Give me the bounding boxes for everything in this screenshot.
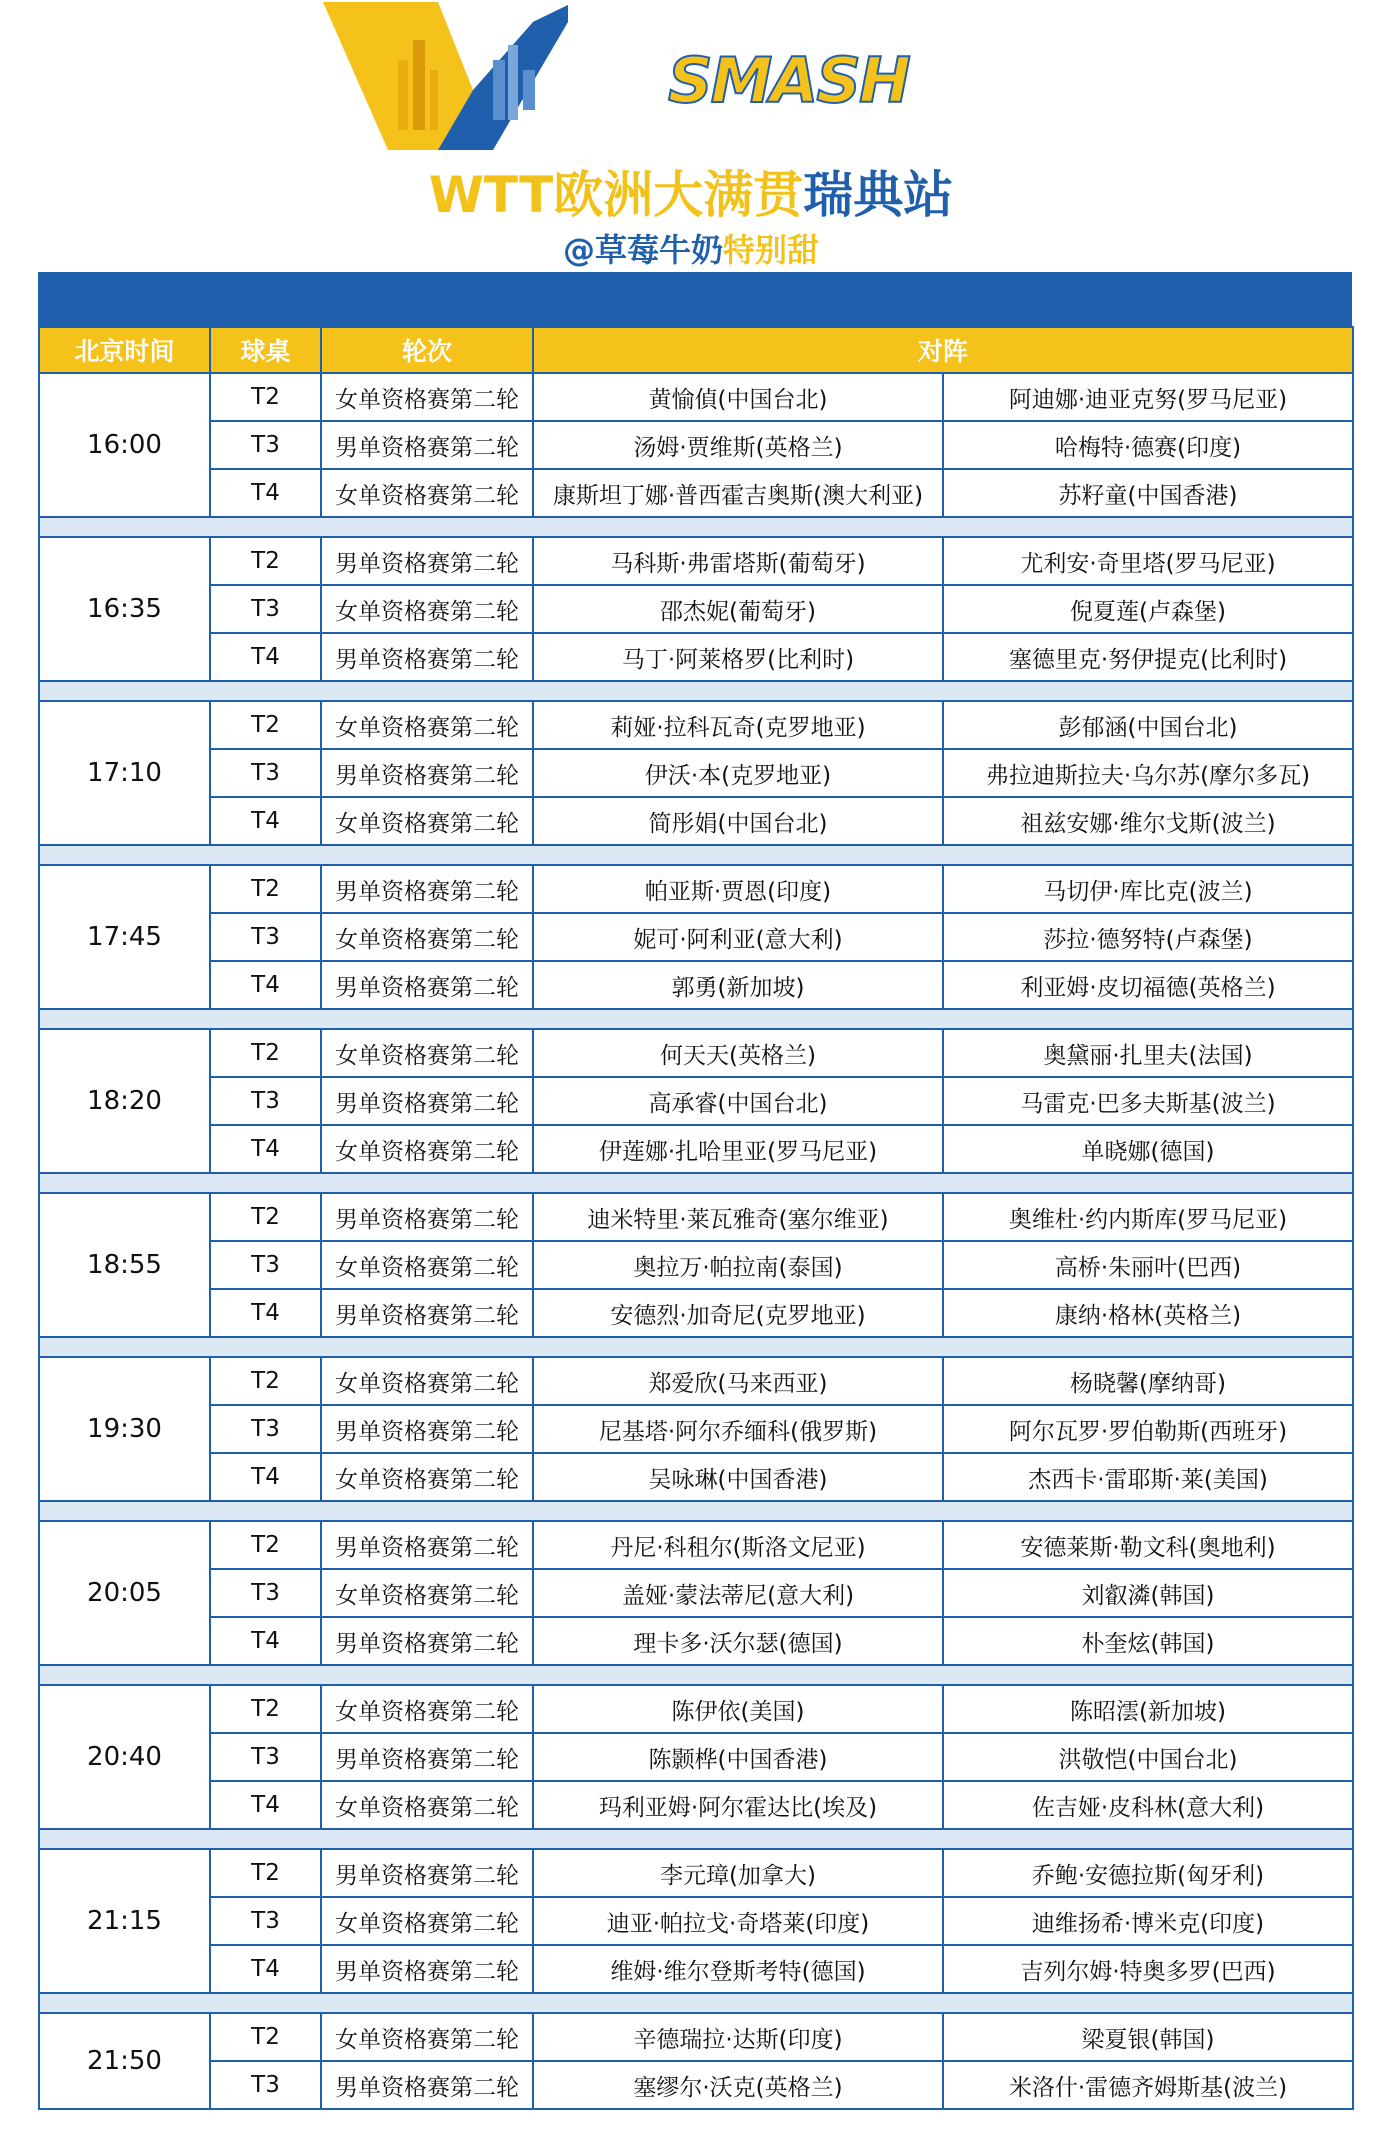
table-row	[39, 373, 1353, 421]
separator-cell	[39, 517, 1353, 537]
player2-cell: 马雷克·巴多夫斯基(波兰)	[943, 1077, 1353, 1125]
player1-cell: 奥拉万·帕拉南(泰国)	[533, 1241, 943, 1289]
player2-cell: 杰西卡·雷耶斯·莱(美国)	[943, 1453, 1353, 1501]
col-header-round: 轮次	[321, 327, 533, 373]
separator-cell	[39, 1829, 1353, 1849]
group-separator	[39, 681, 1353, 701]
player2-cell: 杨晓馨(摩纳哥)	[943, 1357, 1353, 1405]
group-separator	[39, 845, 1353, 865]
table-row	[39, 2013, 1353, 2061]
round-cell: 女单资格赛第二轮	[321, 1897, 533, 1945]
player2-cell: 安德莱斯·勒文科(奥地利)	[943, 1521, 1353, 1569]
player2-cell: 弗拉迪斯拉夫·乌尔苏(摩尔多瓦)	[943, 749, 1353, 797]
table-row	[39, 1453, 1353, 1501]
player1-cell: 李元璋(加拿大)	[533, 1849, 943, 1897]
player2-cell: 高桥·朱丽叶(巴西)	[943, 1241, 1353, 1289]
col-header-time: 北京时间	[39, 327, 210, 373]
table-cell: T4	[210, 1945, 321, 1993]
col-header-match: 对阵	[533, 327, 1353, 373]
player2-cell: 塞德里克·努伊提克(比利时)	[943, 633, 1353, 681]
round-cell: 女单资格赛第二轮	[321, 1781, 533, 1829]
table-cell: T3	[210, 421, 321, 469]
player2-cell: 苏籽童(中国香港)	[943, 469, 1353, 517]
group-separator	[39, 1665, 1353, 1685]
table-cell: T3	[210, 913, 321, 961]
separator-cell	[39, 1337, 1353, 1357]
group-separator	[39, 1829, 1353, 1849]
title-event: WTT欧洲大满贯	[428, 166, 804, 224]
round-cell: 女单资格赛第二轮	[321, 373, 533, 421]
player2-cell: 尤利安·奇里塔(罗马尼亚)	[943, 537, 1353, 585]
round-cell: 男单资格赛第二轮	[321, 1617, 533, 1665]
player2-cell: 迪维扬希·博米克(印度)	[943, 1897, 1353, 1945]
time-cell: 21:50	[39, 2013, 210, 2109]
round-cell: 男单资格赛第二轮	[321, 1733, 533, 1781]
player2-cell: 吉列尔姆·特奥多罗(巴西)	[943, 1945, 1353, 1993]
round-cell: 女单资格赛第二轮	[321, 1453, 533, 1501]
table-row	[39, 537, 1353, 585]
table-row	[39, 1897, 1353, 1945]
table-cell: T4	[210, 1781, 321, 1829]
player1-cell: 马丁·阿莱格罗(比利时)	[533, 633, 943, 681]
player1-cell: 迪米特里·莱瓦雅奇(塞尔维亚)	[533, 1193, 943, 1241]
round-cell: 男单资格赛第二轮	[321, 2061, 533, 2109]
player2-cell: 陈昭澐(新加坡)	[943, 1685, 1353, 1733]
round-cell: 男单资格赛第二轮	[321, 1077, 533, 1125]
table-cell: T2	[210, 1193, 321, 1241]
group-separator	[39, 1009, 1353, 1029]
table-row	[39, 1617, 1353, 1665]
player1-cell: 伊沃·本(克罗地亚)	[533, 749, 943, 797]
player1-cell: 伊莲娜·扎哈里亚(罗马尼亚)	[533, 1125, 943, 1173]
group-separator	[39, 1173, 1353, 1193]
schedule-table	[38, 326, 1354, 2110]
table-cell: T2	[210, 1685, 321, 1733]
table-row	[39, 1077, 1353, 1125]
table-cell: T2	[210, 537, 321, 585]
player1-cell: 陈颢桦(中国香港)	[533, 1733, 943, 1781]
player1-cell: 汤姆·贾维斯(英格兰)	[533, 421, 943, 469]
table-row	[39, 797, 1353, 845]
table-cell: T4	[210, 633, 321, 681]
table-row	[39, 2061, 1353, 2109]
player1-cell: 黄愉偵(中国台北)	[533, 373, 943, 421]
player2-cell: 康纳·格林(英格兰)	[943, 1289, 1353, 1337]
player2-cell: 米洛什·雷德齐姆斯基(波兰)	[943, 2061, 1353, 2109]
table-cell: T2	[210, 2013, 321, 2061]
round-cell: 男单资格赛第二轮	[321, 1849, 533, 1897]
round-cell: 女单资格赛第二轮	[321, 469, 533, 517]
player1-cell: 安德烈·加奇尼(克罗地亚)	[533, 1289, 943, 1337]
player2-cell: 祖兹安娜·维尔戈斯(波兰)	[943, 797, 1353, 845]
table-row	[39, 701, 1353, 749]
table-row	[39, 1029, 1353, 1077]
player2-cell: 梁夏银(韩国)	[943, 2013, 1353, 2061]
round-cell: 女单资格赛第二轮	[321, 701, 533, 749]
player2-cell: 阿尔瓦罗·罗伯勒斯(西班牙)	[943, 1405, 1353, 1453]
time-cell: 20:40	[39, 1685, 210, 1829]
table-cell: T3	[210, 1897, 321, 1945]
table-cell: T2	[210, 865, 321, 913]
round-cell: 男单资格赛第二轮	[321, 633, 533, 681]
player1-cell: 高承睿(中国台北)	[533, 1077, 943, 1125]
player1-cell: 理卡多·沃尔瑟(德国)	[533, 1617, 943, 1665]
separator-cell	[39, 1501, 1353, 1521]
handle-part1: @草莓牛奶	[562, 231, 723, 269]
group-separator	[39, 1993, 1353, 2013]
round-cell: 男单资格赛第二轮	[321, 537, 533, 585]
separator-cell	[39, 1993, 1353, 2013]
table-row	[39, 1405, 1353, 1453]
table-cell: T4	[210, 469, 321, 517]
player2-cell: 马切伊·库比克(波兰)	[943, 865, 1353, 913]
table-cell: T3	[210, 1733, 321, 1781]
player1-cell: 莉娅·拉科瓦奇(克罗地亚)	[533, 701, 943, 749]
separator-cell	[39, 1665, 1353, 1685]
player2-cell: 佐吉娅·皮科林(意大利)	[943, 1781, 1353, 1829]
group-separator	[39, 517, 1353, 537]
table-cell: T3	[210, 585, 321, 633]
table-row	[39, 1945, 1353, 1993]
player2-cell: 奥黛丽·扎里夫(法国)	[943, 1029, 1353, 1077]
player2-cell: 乔鲍·安德拉斯(匈牙利)	[943, 1849, 1353, 1897]
separator-cell	[39, 681, 1353, 701]
table-cell: T4	[210, 1125, 321, 1173]
player1-cell: 吴咏琳(中国香港)	[533, 1453, 943, 1501]
table-cell: T3	[210, 1405, 321, 1453]
title-stop: 瑞典站	[803, 166, 954, 224]
table-header-row	[39, 327, 1353, 373]
player1-cell: 康斯坦丁娜·普西霍吉奥斯(澳大利亚)	[533, 469, 943, 517]
table-cell: T2	[210, 701, 321, 749]
table-row	[39, 1289, 1353, 1337]
player1-cell: 妮可·阿利亚(意大利)	[533, 913, 943, 961]
round-cell: 女单资格赛第二轮	[321, 585, 533, 633]
table-row	[39, 913, 1353, 961]
table-row	[39, 1241, 1353, 1289]
player1-cell: 玛利亚姆·阿尔霍达比(埃及)	[533, 1781, 943, 1829]
player1-cell: 简彤娟(中国台北)	[533, 797, 943, 845]
table-row	[39, 749, 1353, 797]
table-row	[39, 1357, 1353, 1405]
player2-cell: 哈梅特·德赛(印度)	[943, 421, 1353, 469]
table-cell: T4	[210, 1453, 321, 1501]
round-cell: 男单资格赛第二轮	[321, 1945, 533, 1993]
player1-cell: 邵杰妮(葡萄牙)	[533, 585, 943, 633]
page-title	[0, 155, 1382, 227]
player1-cell: 马科斯·弗雷塔斯(葡萄牙)	[533, 537, 943, 585]
table-row	[39, 865, 1353, 913]
player2-cell: 刘叡潾(韩国)	[943, 1569, 1353, 1617]
table-row	[39, 1781, 1353, 1829]
time-cell: 18:20	[39, 1029, 210, 1173]
table-cell: T3	[210, 749, 321, 797]
brand-wordmark: SMASH	[668, 44, 909, 117]
table-cell: T4	[210, 961, 321, 1009]
player1-cell: 盖娅·蒙法蒂尼(意大利)	[533, 1569, 943, 1617]
player2-cell: 彭郁涵(中国台北)	[943, 701, 1353, 749]
table-cell: T3	[210, 1241, 321, 1289]
separator-cell	[39, 845, 1353, 865]
round-cell: 女单资格赛第二轮	[321, 1357, 533, 1405]
table-cell: T3	[210, 1569, 321, 1617]
player1-cell: 迪亚·帕拉戈·奇塔莱(印度)	[533, 1897, 943, 1945]
round-cell: 女单资格赛第二轮	[321, 1569, 533, 1617]
col-header-table: 球桌	[210, 327, 321, 373]
time-cell: 16:00	[39, 373, 210, 517]
separator-cell	[39, 1009, 1353, 1029]
table-banner	[38, 272, 1352, 326]
player1-cell: 郭勇(新加坡)	[533, 961, 943, 1009]
table-cell: T4	[210, 1289, 321, 1337]
player2-cell: 洪敬恺(中国台北)	[943, 1733, 1353, 1781]
table-cell: T4	[210, 797, 321, 845]
separator-cell	[39, 1173, 1353, 1193]
player2-cell: 奥维杜·约内斯库(罗马尼亚)	[943, 1193, 1353, 1241]
round-cell: 女单资格赛第二轮	[321, 1685, 533, 1733]
table-cell: T4	[210, 1617, 321, 1665]
header	[0, 0, 1382, 272]
table-cell: T2	[210, 1849, 321, 1897]
round-cell: 女单资格赛第二轮	[321, 1125, 533, 1173]
round-cell: 男单资格赛第二轮	[321, 749, 533, 797]
player1-cell: 陈伊依(美国)	[533, 1685, 943, 1733]
round-cell: 男单资格赛第二轮	[321, 1289, 533, 1337]
author-handle	[0, 225, 1382, 271]
player2-cell: 利亚姆·皮切福德(英格兰)	[943, 961, 1353, 1009]
round-cell: 男单资格赛第二轮	[321, 421, 533, 469]
round-cell: 女单资格赛第二轮	[321, 1029, 533, 1077]
table-row	[39, 1849, 1353, 1897]
table-row	[39, 1685, 1353, 1733]
table-row	[39, 1125, 1353, 1173]
round-cell: 男单资格赛第二轮	[321, 1193, 533, 1241]
time-cell: 16:35	[39, 537, 210, 681]
table-row	[39, 585, 1353, 633]
table-cell: T2	[210, 1357, 321, 1405]
group-separator	[39, 1337, 1353, 1357]
table-row	[39, 961, 1353, 1009]
player2-cell: 阿迪娜·迪亚克努(罗马尼亚)	[943, 373, 1353, 421]
player1-cell: 维姆·维尔登斯考特(德国)	[533, 1945, 943, 1993]
round-cell: 女单资格赛第二轮	[321, 2013, 533, 2061]
wtt-logo-icon	[318, 0, 648, 150]
time-cell: 20:05	[39, 1521, 210, 1665]
table-row	[39, 1193, 1353, 1241]
round-cell: 女单资格赛第二轮	[321, 797, 533, 845]
table-row	[39, 469, 1353, 517]
table-cell: T2	[210, 1029, 321, 1077]
player2-cell: 朴奎炫(韩国)	[943, 1617, 1353, 1665]
round-cell: 男单资格赛第二轮	[321, 961, 533, 1009]
table-row	[39, 1569, 1353, 1617]
table-cell: T2	[210, 373, 321, 421]
time-cell: 17:10	[39, 701, 210, 845]
round-cell: 女单资格赛第二轮	[321, 913, 533, 961]
schedule-body	[39, 373, 1353, 2109]
player1-cell: 何天天(英格兰)	[533, 1029, 943, 1077]
round-cell: 男单资格赛第二轮	[321, 865, 533, 913]
round-cell: 男单资格赛第二轮	[321, 1405, 533, 1453]
player2-cell: 单晓娜(德国)	[943, 1125, 1353, 1173]
table-cell: T2	[210, 1521, 321, 1569]
time-cell: 21:15	[39, 1849, 210, 1993]
player1-cell: 尼基塔·阿尔乔缅科(俄罗斯)	[533, 1405, 943, 1453]
table-row	[39, 633, 1353, 681]
time-cell: 17:45	[39, 865, 210, 1009]
table-cell: T3	[210, 1077, 321, 1125]
table-row	[39, 1733, 1353, 1781]
player1-cell: 帕亚斯·贾恩(印度)	[533, 865, 943, 913]
round-cell: 女单资格赛第二轮	[321, 1241, 533, 1289]
table-cell: T3	[210, 2061, 321, 2109]
time-cell: 18:55	[39, 1193, 210, 1337]
time-cell: 19:30	[39, 1357, 210, 1501]
player1-cell: 塞缪尔·沃克(英格兰)	[533, 2061, 943, 2109]
table-row	[39, 421, 1353, 469]
group-separator	[39, 1501, 1353, 1521]
table-row	[39, 1521, 1353, 1569]
player1-cell: 丹尼·科租尔(斯洛文尼亚)	[533, 1521, 943, 1569]
round-cell: 男单资格赛第二轮	[321, 1521, 533, 1569]
player1-cell: 辛德瑞拉·达斯(印度)	[533, 2013, 943, 2061]
player1-cell: 郑爱欣(马来西亚)	[533, 1357, 943, 1405]
player2-cell: 倪夏莲(卢森堡)	[943, 585, 1353, 633]
handle-part2: 特别甜	[723, 231, 820, 269]
player2-cell: 莎拉·德努特(卢森堡)	[943, 913, 1353, 961]
